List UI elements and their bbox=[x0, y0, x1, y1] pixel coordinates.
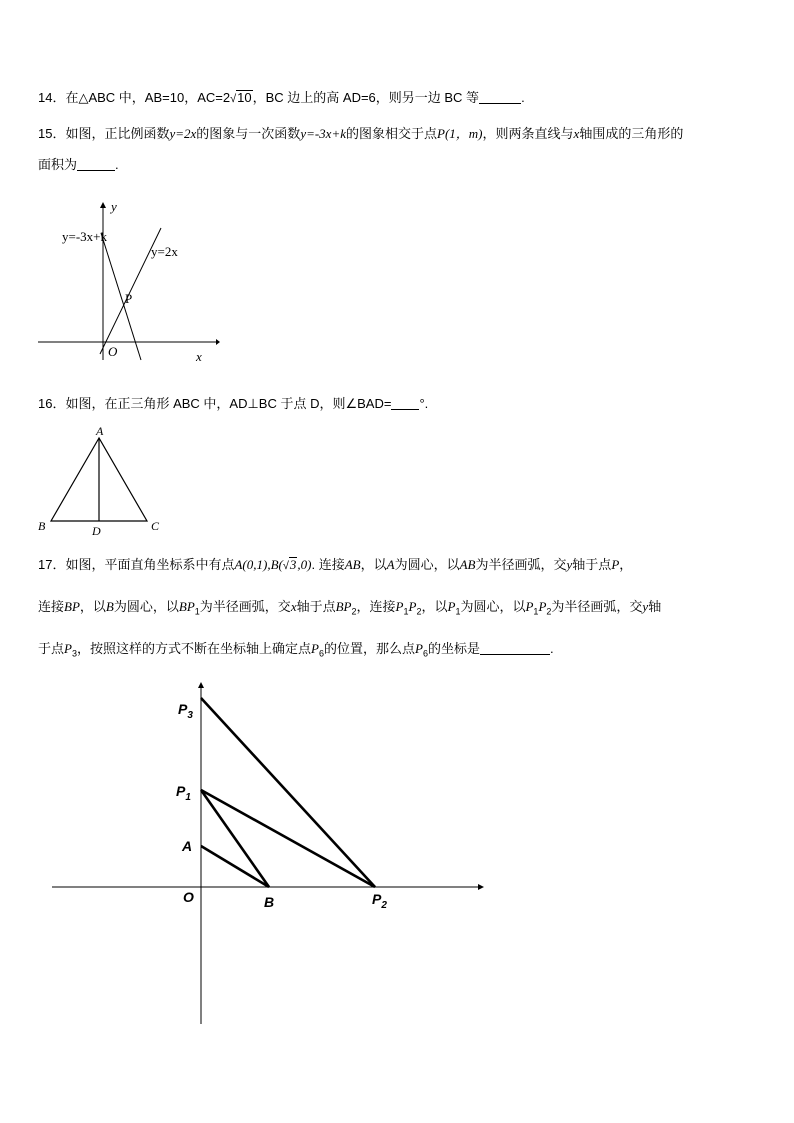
q17-segment-p2p3 bbox=[201, 698, 375, 887]
question-15: 15．如图，正比例函数y=2x的图象与一次函数y=-3x+k的图象相交于点P(1，m)，则两条直线与x轴围成的三角形的 bbox=[38, 126, 684, 141]
q17-segment-p1p2 bbox=[201, 790, 375, 887]
q17-label-p3: $P_3$ bbox=[178, 701, 193, 721]
q15-formula-2: y=-3x+k bbox=[300, 126, 346, 141]
q17-label-o: O bbox=[183, 889, 194, 905]
q17-label-b: B bbox=[264, 894, 275, 910]
q17-segment-bp1 bbox=[201, 790, 269, 887]
q15-point: P(1，m) bbox=[437, 126, 483, 141]
question-14: 14．在△ABC 中，AB=10，AC=2√10，BC 边上的高 AD=6，则另一边 BC 等 . bbox=[38, 90, 525, 105]
question-15-line2: 面积为 . bbox=[38, 157, 119, 172]
q15-x-label: x bbox=[196, 349, 202, 364]
question-17-line2: 连接BP，以B为圆心，以$BP_1$为半径画弧，交x轴于点$BP_2$，连接$P_1P_2$，以$P_1$为圆心，以$P_1P_2$为半径画弧，交y轴 bbox=[38, 599, 662, 617]
q16-label-d: D bbox=[92, 524, 101, 538]
q14-radicand: 10 bbox=[237, 90, 252, 105]
question-17-line3: 于点$P_3$，按照这样的方式不断在坐标轴上确定点$P_6$的位置，那么点$P_6$的坐标是 . bbox=[38, 641, 554, 659]
q17-label-p1: $P_1$ bbox=[176, 783, 191, 803]
question-16: 16．如图，在正三角形 ABC 中，AD⊥BC 于点 D，则∠BAD= °. bbox=[38, 396, 429, 411]
q14-number: 14． bbox=[38, 90, 66, 105]
q15-line1-label: y=-3x+k bbox=[62, 229, 107, 244]
q16-label-b: B bbox=[38, 519, 46, 533]
q15-number: 15． bbox=[38, 126, 66, 141]
q15-origin-label: O bbox=[108, 344, 118, 359]
q17-number: 17． bbox=[38, 557, 66, 572]
q15-y-label: y bbox=[111, 199, 117, 214]
q16-label-c: C bbox=[151, 519, 160, 533]
q17-segment-ab bbox=[201, 846, 269, 887]
q17-x-arrow bbox=[478, 884, 484, 890]
q14-text-2: ，BC 边上的高 AD=6，则另一边 BC 等 bbox=[252, 90, 480, 105]
q15-line2-label: y=2x bbox=[151, 244, 178, 259]
q14-text-1: 在△ABC 中，AB=10，AC=2 bbox=[65, 90, 231, 105]
q17-y-arrow bbox=[198, 682, 204, 688]
question-17: 17．如图，平面直角坐标系中有点A(0,1),B(√3,0). 连接AB，以A为圆心，以AB为半径画弧，交y轴于点P， bbox=[38, 557, 633, 572]
q15-formula-1: y=2x bbox=[169, 126, 197, 141]
q16-number: 16． bbox=[38, 396, 66, 411]
q16-label-a: A bbox=[96, 424, 104, 438]
q17-label-a: A bbox=[182, 838, 193, 854]
q15-point-p-label: P bbox=[125, 291, 133, 306]
q17-label-p2: $P_2$ bbox=[372, 891, 387, 911]
